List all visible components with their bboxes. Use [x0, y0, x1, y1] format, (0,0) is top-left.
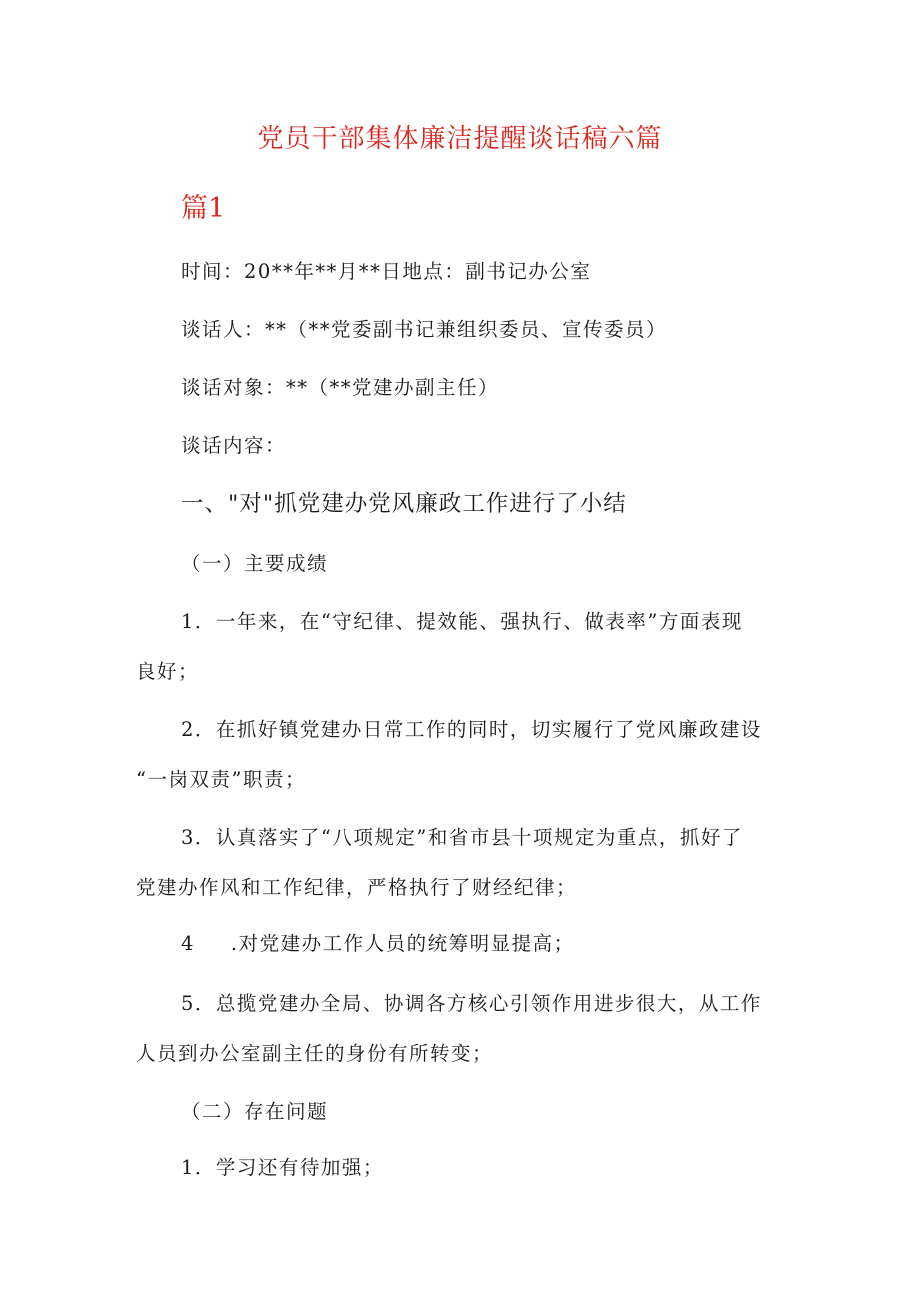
meta-listener: 谈话对象：**（**党建办副主任）: [181, 376, 500, 399]
achievement-4: [181, 928, 575, 956]
meta-time-place: 时间：20**年**月**日地点：副书记办公室: [181, 260, 592, 283]
achievement-2-line1: 2．在抓好镇党建办日常工作的同时，切实履行了党风廉政建设: [181, 718, 762, 741]
achievement-1-line2: 良好；: [136, 660, 200, 683]
achievement-3-line1: 3．认真落实了“八项规定”和省市县十项规定为重点，抓好了: [181, 826, 743, 849]
section-heading: 篇1: [181, 193, 226, 224]
achievement-5-line2: 人员到办公室副主任的身份有所转变；: [136, 1042, 494, 1065]
subheading-problems: （二）存在问题: [181, 1100, 329, 1123]
achievement-4-number: 4: [181, 932, 195, 955]
achievement-3-line2: 党建办作风和工作纪律，严格执行了财经纪律；: [136, 876, 578, 899]
achievement-2-line2: “一岗双责”职责；: [136, 768, 306, 791]
achievement-1-line1: 1．一年来，在“守纪律、提效能、强执行、做表率”方面表现: [181, 610, 743, 633]
achievement-5-line1: 5．总揽党建办全局、协调各方核心引领作用进步很大，从工作: [181, 992, 762, 1015]
achievement-4-text: .对党建办工作人员的统筹明显提高；: [230, 932, 575, 955]
meta-speaker: 谈话人：**（**党委副书记兼组织委员、宣传委员）: [181, 318, 668, 341]
meta-content-label: 谈话内容：: [181, 434, 287, 457]
document-title: 党员干部集体廉洁提醒谈话稿六篇: [257, 124, 663, 154]
subheading-achievements: （一）主要成绩: [181, 552, 329, 575]
problem-1: 1．学习还有待加强；: [181, 1156, 384, 1179]
part-one-heading: 一、"对"抓党建办党风廉政工作进行了小结: [181, 491, 627, 517]
